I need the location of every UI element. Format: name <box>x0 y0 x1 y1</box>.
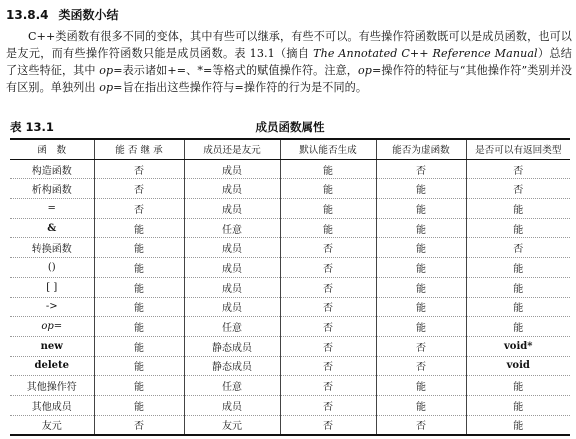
table-cell: 能 <box>94 218 184 238</box>
table-cell: 成员 <box>184 297 280 317</box>
function-name-cell: 构造函数 <box>10 159 94 179</box>
op-term: op <box>99 81 114 94</box>
table-cell: 否 <box>376 159 466 179</box>
function-name-cell: delete <box>10 356 94 376</box>
table-cell: 能 <box>94 297 184 317</box>
section-number: 13.8.4 <box>6 8 49 22</box>
table-cell: 能 <box>466 317 570 337</box>
table-cell: 能 <box>94 336 184 356</box>
table-cell: 否 <box>280 238 376 258</box>
table-cell: 否 <box>376 336 466 356</box>
table-cell: 能 <box>376 199 466 219</box>
table-cell: 成员 <box>184 395 280 415</box>
table-cell: 否 <box>466 159 570 179</box>
table-cell: 能 <box>466 376 570 396</box>
paragraph-text-4: =操作符的特征与“其他操作符”类别并没有区别。单独列出 <box>6 64 573 94</box>
table-cell: 能 <box>376 218 466 238</box>
table-cell: 能 <box>280 159 376 179</box>
table-cell: 否 <box>280 258 376 278</box>
table-cell: 能 <box>376 376 466 396</box>
table-cell: 能 <box>280 218 376 238</box>
table-cell: 能 <box>466 297 570 317</box>
column-header: 默认能否生成 <box>280 139 376 159</box>
table-cell: 能 <box>280 179 376 199</box>
table-cell: 否 <box>280 376 376 396</box>
table-cell: 成员 <box>184 159 280 179</box>
function-name-cell: 转换函数 <box>10 238 94 258</box>
table-cell: 能 <box>466 415 570 435</box>
op-term: op <box>357 64 372 77</box>
table-cell: 否 <box>94 199 184 219</box>
table-row <box>10 395 570 415</box>
table-cell: 能 <box>466 218 570 238</box>
table-row <box>10 356 570 376</box>
function-name-cell: 析构函数 <box>10 179 94 199</box>
table-cell: 成员 <box>184 277 280 297</box>
paragraph-text-1: C++类函数有很多不同的变体，其中有些可以继承，有些不可以。有些操作符函数既可以是成员函数，也可以是友元，而有些操作符函数只能是成员函数。表 13.1（摘自 <box>6 30 572 60</box>
function-name-cell: & <box>10 218 94 238</box>
table-cell: 任意 <box>184 317 280 337</box>
table-title: 成员函数属性 <box>255 120 325 134</box>
column-header: 能否为虚函数 <box>376 139 466 159</box>
section-heading <box>6 6 119 23</box>
table-cell: 能 <box>376 277 466 297</box>
table-cell: 否 <box>466 238 570 258</box>
function-name-cell: () <box>10 258 94 278</box>
column-header: 函 数 <box>10 139 94 159</box>
function-name-cell: 其他成员 <box>10 395 94 415</box>
body-paragraph <box>6 28 572 96</box>
table-row <box>10 336 570 356</box>
table-caption <box>10 118 570 134</box>
table-cell: 能 <box>376 238 466 258</box>
table-cell: 能 <box>376 317 466 337</box>
column-header: 是否可以有返回类型 <box>466 139 570 159</box>
table-cell: 否 <box>94 159 184 179</box>
table-cell: 否 <box>280 336 376 356</box>
table-row <box>10 277 570 297</box>
book-title: The Annotated C++ Reference Manual <box>313 47 538 60</box>
function-name-cell: [ ] <box>10 277 94 297</box>
table-cell: 否 <box>94 415 184 435</box>
table-row <box>10 179 570 199</box>
table-cell: 能 <box>466 277 570 297</box>
function-name-cell: -> <box>10 297 94 317</box>
table-cell: 成员 <box>184 199 280 219</box>
table-cell: 友元 <box>184 415 280 435</box>
table-cell: 否 <box>280 356 376 376</box>
table-row <box>10 297 570 317</box>
table-cell: void* <box>466 336 570 356</box>
table-cell: 能 <box>94 356 184 376</box>
table-cell: 否 <box>280 415 376 435</box>
table-cell: 能 <box>94 258 184 278</box>
table-cell: 能 <box>94 376 184 396</box>
table-cell: 能 <box>94 277 184 297</box>
table-cell: 否 <box>280 277 376 297</box>
table-cell: 能 <box>94 238 184 258</box>
column-header: 成员还是友元 <box>184 139 280 159</box>
table-cell: 否 <box>466 179 570 199</box>
table-cell: 任意 <box>184 218 280 238</box>
table-cell: 能 <box>280 199 376 219</box>
function-name-cell: 友元 <box>10 415 94 435</box>
table-cell: 成员 <box>184 179 280 199</box>
paragraph-text-2: ）总结了这些特征，其中 <box>6 47 572 77</box>
table-cell: 否 <box>376 356 466 376</box>
table-row <box>10 218 570 238</box>
table-cell: void <box>466 356 570 376</box>
paragraph-text-5: =旨在指出这些操作符与=操作符的行为是不同的。 <box>113 81 368 94</box>
table-cell: 能 <box>94 317 184 337</box>
function-name-cell: = <box>10 199 94 219</box>
paragraph-text-3: =表示诸如+=、*=等格式的赋值操作符。注意， <box>113 64 358 77</box>
table-cell: 否 <box>376 415 466 435</box>
table-cell: 能 <box>376 297 466 317</box>
table-cell: 否 <box>280 395 376 415</box>
function-name-cell: op= <box>10 317 94 337</box>
table-cell: 能 <box>466 258 570 278</box>
section-title: 类函数小结 <box>58 8 119 22</box>
table-cell: 任意 <box>184 376 280 396</box>
table-label: 表 13.1 <box>10 120 54 134</box>
function-name-cell: new <box>10 336 94 356</box>
table-cell: 能 <box>466 199 570 219</box>
table-row <box>10 159 570 179</box>
table-row <box>10 199 570 219</box>
table-cell: 静态成员 <box>184 356 280 376</box>
table-cell: 成员 <box>184 238 280 258</box>
table-row <box>10 238 570 258</box>
column-header: 能 否 继 承 <box>94 139 184 159</box>
table-header-row <box>10 139 570 159</box>
table-cell: 否 <box>280 317 376 337</box>
table-cell: 能 <box>376 395 466 415</box>
table-cell: 能 <box>466 395 570 415</box>
table-body <box>10 159 570 435</box>
table-cell: 能 <box>376 258 466 278</box>
table-cell: 能 <box>94 395 184 415</box>
table-cell: 能 <box>376 179 466 199</box>
member-function-properties-table <box>10 138 570 436</box>
table-row <box>10 376 570 396</box>
table-row <box>10 258 570 278</box>
table-cell: 否 <box>280 297 376 317</box>
table-cell: 成员 <box>184 258 280 278</box>
table-row <box>10 415 570 435</box>
table-cell: 静态成员 <box>184 336 280 356</box>
op-term: op <box>99 64 114 77</box>
table-row <box>10 317 570 337</box>
table-cell: 否 <box>94 179 184 199</box>
function-name-cell: 其他操作符 <box>10 376 94 396</box>
